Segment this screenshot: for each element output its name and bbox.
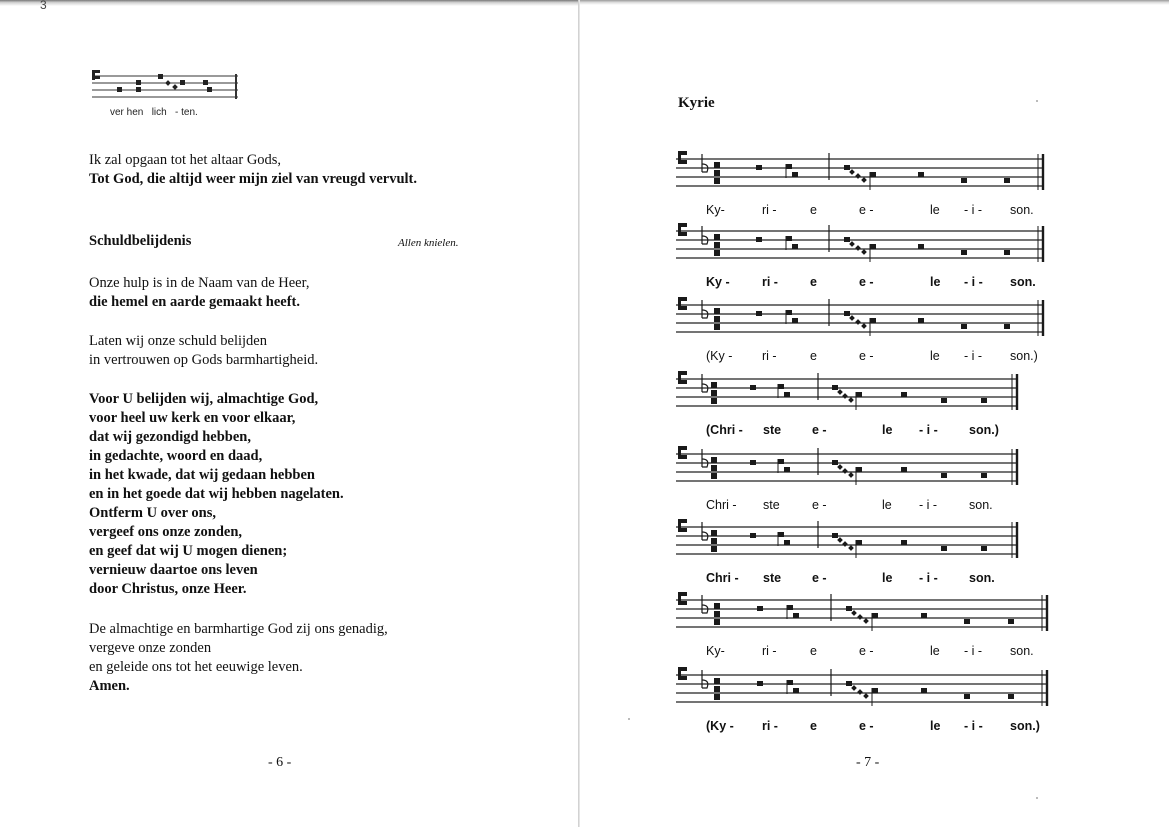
lyric-syllable: le (930, 275, 941, 289)
lyric-syllable: son. (969, 571, 995, 585)
neume (792, 244, 798, 249)
neume (870, 172, 876, 177)
page-edge-shadow-right (580, 0, 1169, 5)
neume (714, 250, 720, 256)
neume (901, 467, 907, 472)
neume (981, 398, 987, 403)
lyric-syllable: e - (859, 349, 874, 363)
neume (901, 392, 907, 397)
lyric-syllable: son. (969, 498, 993, 512)
neume (918, 172, 924, 177)
neume (844, 311, 850, 316)
scan-speck (628, 718, 630, 720)
lyric-syllable: le (930, 203, 940, 217)
neume (901, 540, 907, 545)
lyric-syllable: Ky- (706, 203, 725, 217)
chant-staff (674, 591, 1050, 635)
neume (961, 324, 967, 329)
lyric-syllable: ri - (762, 275, 778, 289)
text-line: Ik zal opgaan tot het altaar Gods, (89, 152, 282, 168)
neume (842, 541, 848, 547)
lyric-syllable: e - (812, 498, 827, 512)
kyrie-title: Kyrie (678, 95, 715, 111)
neume (714, 316, 720, 322)
neume (941, 473, 947, 478)
lyric-line (706, 349, 1046, 365)
neume (714, 234, 720, 240)
lyric-line (706, 203, 1046, 219)
neume (981, 546, 987, 551)
text-line: vergeef ons onze zonden, (89, 524, 243, 540)
neume (750, 385, 756, 390)
neume (842, 468, 848, 474)
lyric-syllable: - i - (964, 719, 983, 733)
neume (857, 614, 863, 620)
neume (711, 465, 717, 471)
neume (711, 457, 717, 463)
lyric-syllable: Chri - (706, 498, 737, 512)
neume (711, 546, 717, 552)
neume (832, 460, 838, 465)
text-line: door Christus, onze Heer. (89, 581, 247, 597)
neume (714, 611, 720, 617)
text-line: in vertrouwen op Gods barmhartigheid. (89, 352, 319, 368)
neume (714, 170, 720, 176)
lyric-syllable: e - (859, 203, 874, 217)
neume (941, 398, 947, 403)
neume (787, 680, 793, 685)
page-number-left: - 6 - (268, 755, 292, 770)
chant-staff (674, 445, 1020, 489)
neume (872, 613, 878, 618)
neume (756, 237, 762, 242)
neume (784, 540, 790, 545)
neume (981, 473, 987, 478)
book-spine (578, 0, 580, 827)
neume (848, 397, 854, 403)
chant-staff (674, 222, 1046, 266)
clef (678, 151, 687, 155)
lyric-syllable: ri - (762, 644, 777, 658)
clef (678, 223, 687, 227)
section-heading: Schuldbelijdenis (89, 233, 192, 249)
lyric-syllable: (Ky - (706, 349, 733, 363)
text-line: Voor U belijden wij, almachtige God, (89, 391, 319, 407)
neume (714, 694, 720, 700)
lyric-syllable: Chri - (706, 571, 739, 585)
neume (863, 693, 869, 699)
text-line: dat wij gezondigd hebben, (89, 429, 251, 445)
lyric-line (706, 423, 1046, 439)
neume (851, 685, 857, 691)
neume (921, 613, 927, 618)
neume (861, 249, 867, 255)
neume (837, 464, 843, 470)
lyric-syllable: e (810, 275, 817, 289)
incipit-chant (90, 68, 240, 118)
incipit-staff (90, 68, 240, 106)
neume (851, 610, 857, 616)
lyric-syllable: son.) (1010, 349, 1038, 363)
lyric-syllable: son. (1010, 644, 1034, 658)
lyric-syllable: ri - (762, 203, 777, 217)
neume (837, 537, 843, 543)
neume (870, 244, 876, 249)
neume (787, 605, 793, 610)
neume (964, 619, 970, 624)
lyric-line (706, 644, 1046, 660)
lyric-syllable: son. (1010, 275, 1036, 289)
neume (714, 178, 720, 184)
lyric-syllable: - i - (964, 349, 983, 363)
neume (756, 311, 762, 316)
neume (849, 315, 855, 321)
neume (786, 310, 792, 315)
clef (678, 297, 687, 301)
lyric-syllable: e - (812, 571, 827, 585)
neume (786, 236, 792, 241)
neume (714, 619, 720, 625)
lyric-syllable: ste (763, 498, 780, 512)
neume (792, 318, 798, 323)
scan-speck (1036, 797, 1038, 799)
lyric-syllable: - i - (919, 423, 938, 437)
lyric-syllable: Ky- (706, 644, 725, 658)
lyric-syllable: - i - (964, 275, 983, 289)
text-line: Ontferm U over ons, (89, 505, 216, 521)
clef (678, 592, 687, 596)
lyric-syllable: son.) (969, 423, 999, 437)
neume (711, 538, 717, 544)
chant-staff (674, 370, 1020, 414)
neume (711, 382, 717, 388)
neume (714, 678, 720, 684)
neume (711, 473, 717, 479)
text-line: Tot God, die altijd weer mijn ziel van vreugd vervult. (89, 171, 417, 187)
lyric-syllable: - i - (964, 644, 983, 658)
text-line: voor heel uw kerk en voor elkaar, (89, 410, 296, 426)
clef (678, 232, 687, 236)
neume (849, 241, 855, 247)
neume (784, 392, 790, 397)
clef (678, 519, 687, 523)
neume (714, 162, 720, 168)
neume (750, 533, 756, 538)
lyric-syllable: le (882, 571, 893, 585)
neume (856, 392, 862, 397)
neume (961, 178, 967, 183)
clef (678, 306, 687, 310)
neume (1004, 178, 1010, 183)
lyric-syllable: e - (859, 644, 874, 658)
neume (711, 530, 717, 536)
lyric-syllable: le (930, 349, 940, 363)
neume (844, 165, 850, 170)
lyric-line (706, 571, 1046, 587)
neume (778, 532, 784, 537)
clef (678, 446, 687, 450)
neume (856, 467, 862, 472)
neume (921, 688, 927, 693)
incipit-lyric: ver hen lich - ten. (110, 107, 198, 118)
clef (678, 371, 687, 375)
text-line: De almachtige en barmhartige God zij ons genadig, (89, 621, 388, 637)
neume (757, 681, 763, 686)
neume (856, 540, 862, 545)
neume (918, 318, 924, 323)
text-line: en geef dat wij U mogen dienen; (89, 543, 288, 559)
neume (757, 606, 763, 611)
lyric-syllable: e - (812, 423, 827, 437)
lyric-syllable: e - (859, 275, 874, 289)
neume (793, 613, 799, 618)
neume (872, 688, 878, 693)
text-line: en in het goede dat wij hebben nagelaten. (89, 486, 344, 502)
lyric-syllable: le (930, 644, 940, 658)
lyric-syllable: - i - (919, 498, 938, 512)
neume (1004, 250, 1010, 255)
neume (714, 603, 720, 609)
rubric-note: Allen knielen. (398, 237, 459, 249)
neume (793, 688, 799, 693)
text-line: Amen. (89, 678, 130, 694)
clef (678, 380, 687, 384)
chant-staff (674, 518, 1020, 562)
lyric-syllable: ri - (762, 349, 777, 363)
lyric-syllable: son. (1010, 203, 1034, 217)
lyric-syllable: le (882, 423, 893, 437)
text-line: in gedachte, woord en daad, (89, 448, 263, 464)
corner-mark: 3 (40, 0, 47, 12)
neume (784, 467, 790, 472)
lyric-syllable: son.) (1010, 719, 1040, 733)
neume (832, 533, 838, 538)
neume (855, 245, 861, 251)
page-edge-shadow-left (0, 0, 579, 6)
neume (714, 324, 720, 330)
chant-staff (674, 150, 1046, 194)
lyric-syllable: (Ky - (706, 719, 734, 733)
neume (961, 250, 967, 255)
page-number-right: - 7 - (856, 755, 880, 770)
lyric-syllable: - i - (919, 571, 938, 585)
neume (786, 164, 792, 169)
neume (711, 390, 717, 396)
neume (792, 172, 798, 177)
clef (678, 667, 687, 671)
neume (861, 323, 867, 329)
clef (678, 601, 687, 605)
lyric-line (706, 498, 1046, 514)
neume (848, 545, 854, 551)
lyric-syllable: - i - (964, 203, 983, 217)
neume (857, 689, 863, 695)
neume (756, 165, 762, 170)
neume (870, 318, 876, 323)
scan-speck (1036, 100, 1038, 102)
lyric-syllable: le (882, 498, 892, 512)
neume (846, 681, 852, 686)
lyric-syllable: ste (763, 571, 782, 585)
lyric-syllable: (Chri - (706, 423, 743, 437)
chant-staff (674, 666, 1050, 710)
lyric-syllable: ri - (762, 719, 778, 733)
clef (678, 455, 687, 459)
lyric-line (706, 719, 1046, 735)
lyric-syllable: e (810, 644, 817, 658)
lyric-line (706, 275, 1046, 291)
text-line: vergeve onze zonden (89, 640, 212, 656)
text-line: Onze hulp is in de Naam van de Heer, (89, 275, 310, 291)
neume (855, 319, 861, 325)
lyric-syllable: le (930, 719, 941, 733)
neume (848, 472, 854, 478)
neume (844, 237, 850, 242)
neume (714, 686, 720, 692)
lyric-syllable: e - (859, 719, 874, 733)
text-line: vernieuw daartoe ons leven (89, 562, 258, 578)
neume (842, 393, 848, 399)
text-line: in het kwade, dat wij gedaan hebben (89, 467, 315, 483)
lyric-syllable: e (810, 719, 817, 733)
neume (941, 546, 947, 551)
neume (750, 460, 756, 465)
neume (1004, 324, 1010, 329)
neume (832, 385, 838, 390)
neume (711, 398, 717, 404)
lyric-syllable: ste (763, 423, 782, 437)
neume (1008, 694, 1014, 699)
text-line: en geleide ons tot het eeuwige leven. (89, 659, 303, 675)
neume (778, 384, 784, 389)
clef (678, 676, 687, 680)
neume (778, 459, 784, 464)
clef (678, 160, 687, 164)
neume (846, 606, 852, 611)
neume (849, 169, 855, 175)
text-line: die hemel en aarde gemaakt heeft. (89, 294, 301, 310)
neume (861, 177, 867, 183)
clef (678, 528, 687, 532)
neume (964, 694, 970, 699)
neume (837, 389, 843, 395)
chant-staff (674, 296, 1046, 340)
neume (855, 173, 861, 179)
neume (863, 618, 869, 624)
neume (714, 242, 720, 248)
text-line: Laten wij onze schuld belijden (89, 333, 267, 349)
lyric-syllable: e (810, 349, 817, 363)
lyric-syllable: e (810, 203, 817, 217)
neume (918, 244, 924, 249)
neume (714, 308, 720, 314)
lyric-syllable: Ky - (706, 275, 730, 289)
neume (1008, 619, 1014, 624)
